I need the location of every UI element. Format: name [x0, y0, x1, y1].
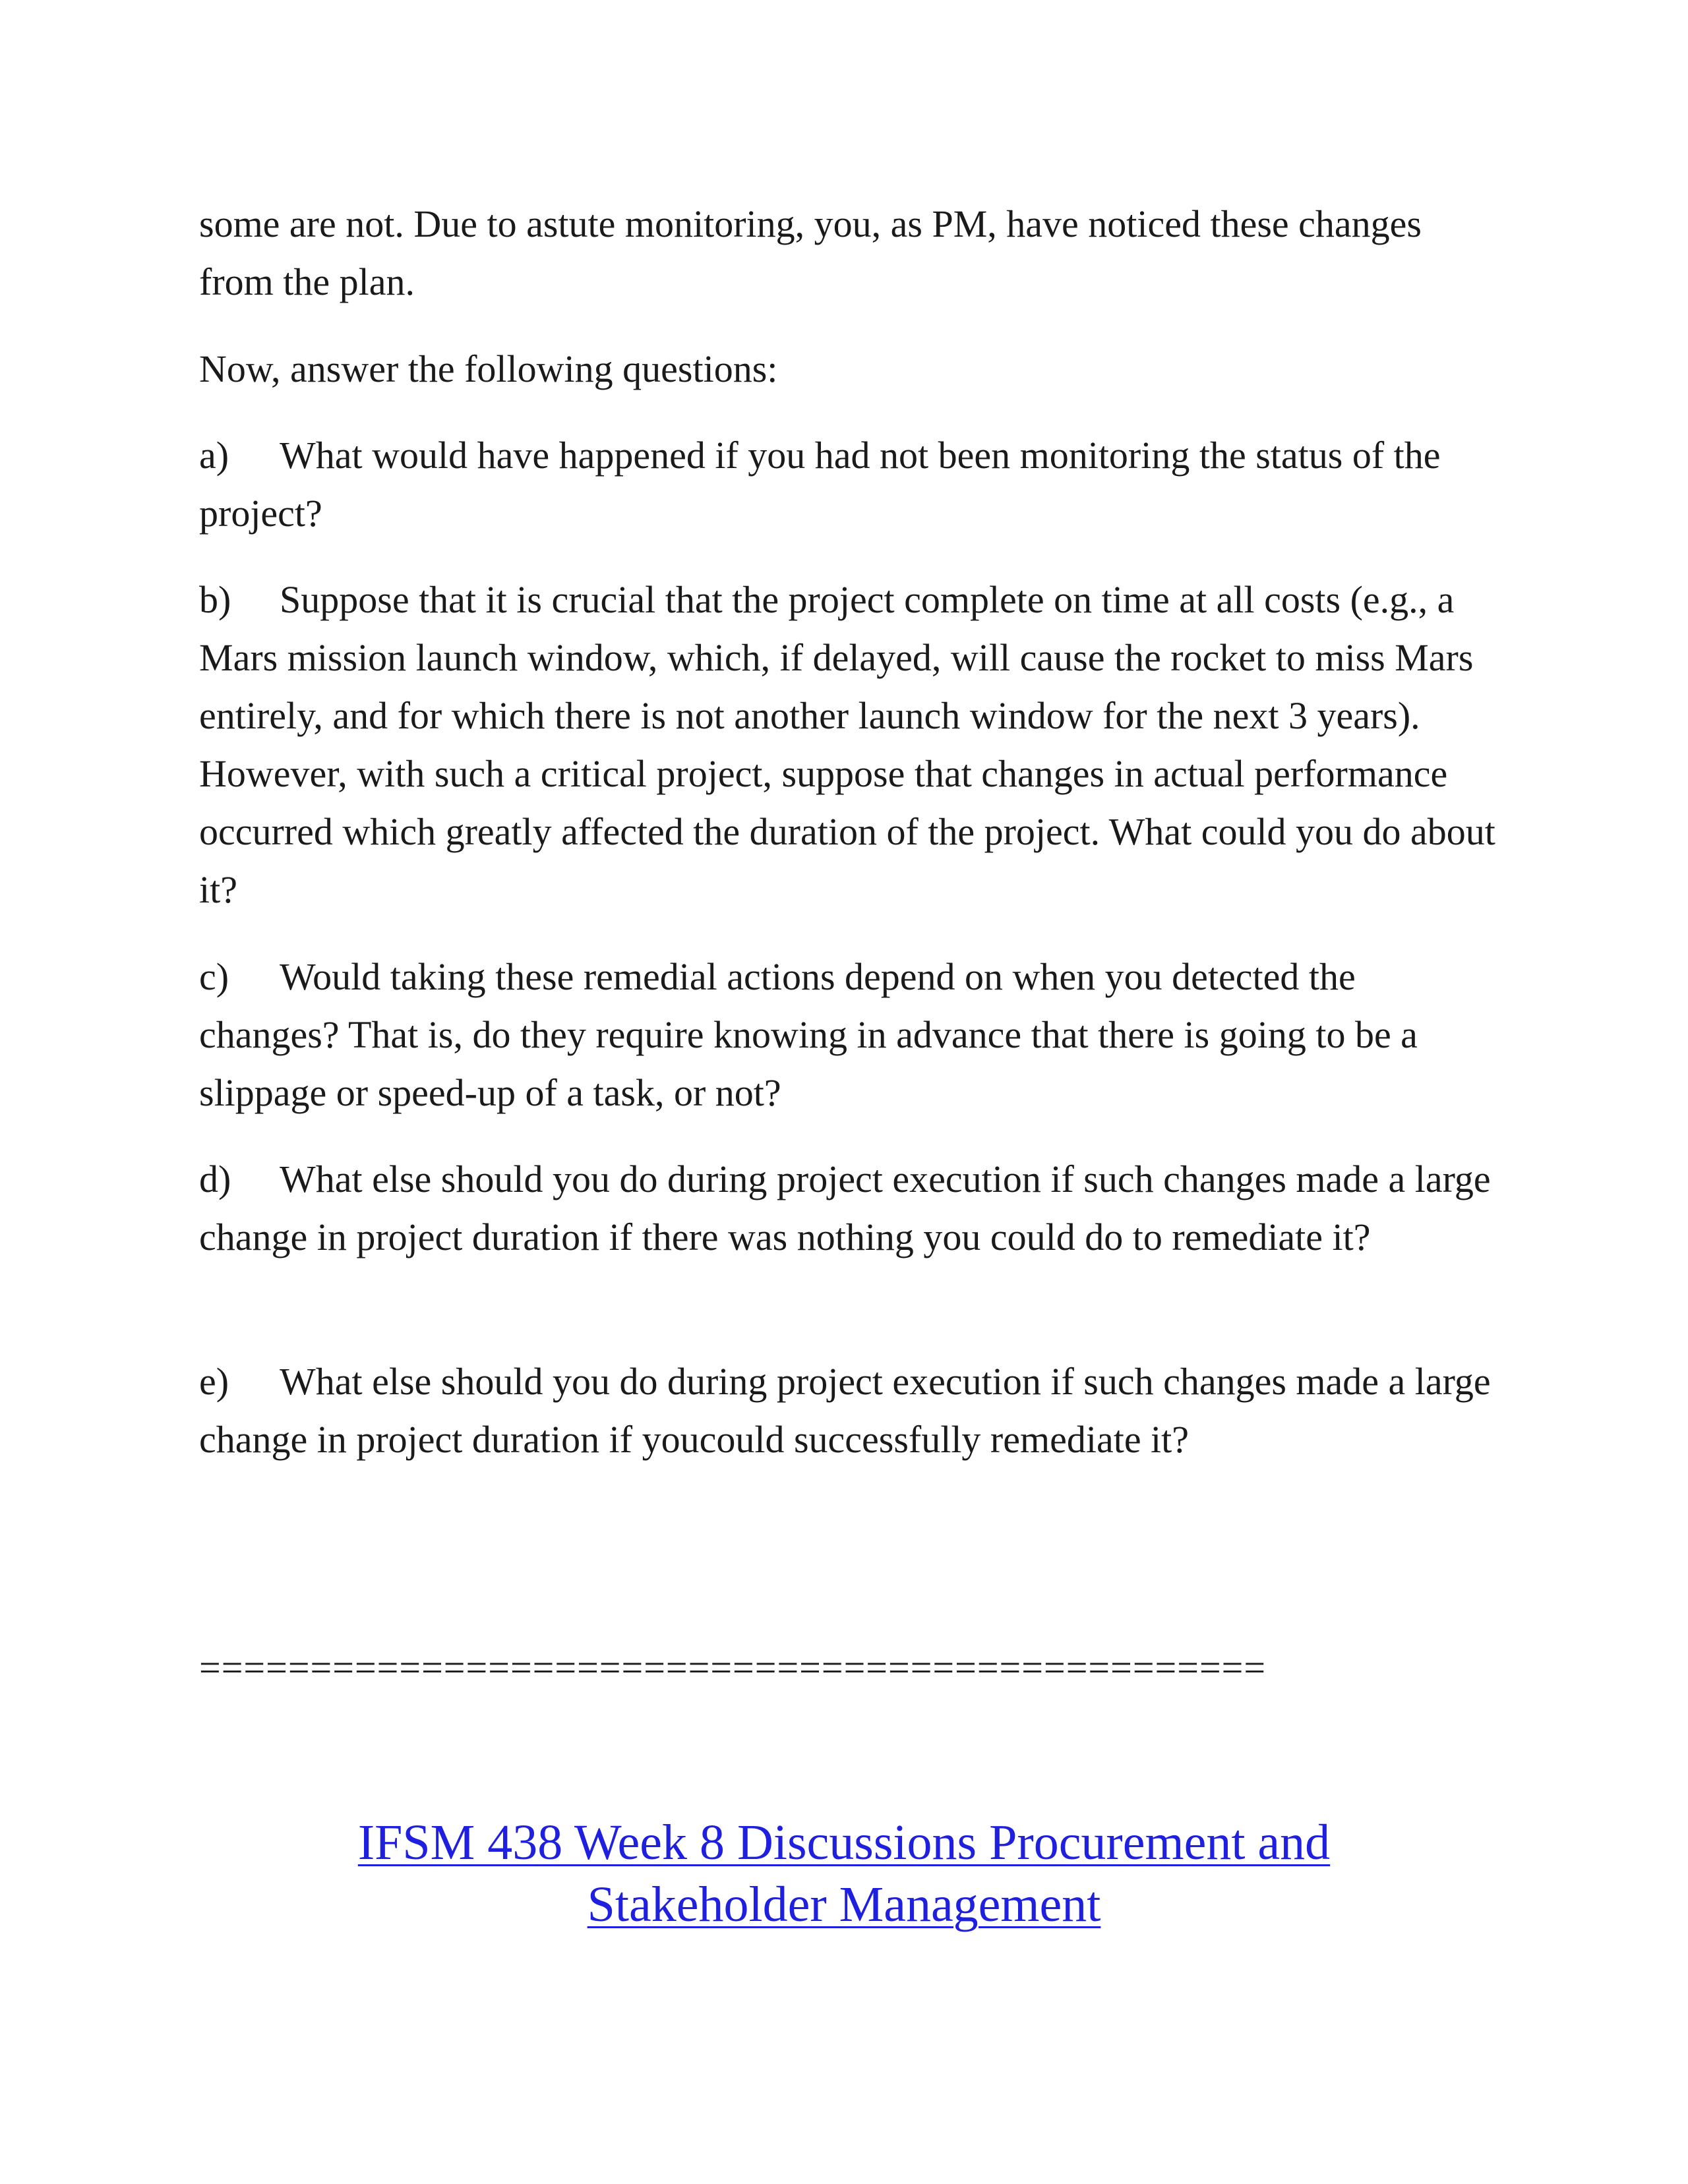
instructions-paragraph: Now, answer the following questions:	[199, 347, 778, 390]
question-text: What else should you do during project execution if such changes made a large change in project duration if youcould successfully remediate it?	[199, 1360, 1491, 1461]
question-d	[199, 1150, 1505, 1266]
question-label: b)	[199, 578, 231, 621]
question-label: e)	[199, 1360, 229, 1403]
question-text: Suppose that it is crucial that the project complete on time at all costs (e.g., a Mars mission launch window, which, if delayed, will cause the rocket to miss Mars entirely, and for which there is not another launch window for the next 3 years). However, with such a critical project, suppose that changes in actual performance occurred which greatly affected the duration of the project. What could you do about it?	[199, 578, 1495, 911]
next-document-link-block	[132, 1812, 1556, 1935]
question-e	[199, 1353, 1505, 1469]
next-document-link[interactable]	[132, 1812, 1556, 1935]
separator-line: ================================================	[199, 1646, 1267, 1689]
question-label: d)	[199, 1158, 231, 1200]
question-label: a)	[199, 434, 229, 477]
question-text: What else should you do during project execution if such changes made a large change in project duration if there was nothing you could do to remediate it?	[199, 1158, 1491, 1258]
question-text: What would have happened if you had not been monitoring the status of the project?	[199, 434, 1441, 535]
question-a	[199, 427, 1505, 543]
question-label: c)	[199, 955, 229, 998]
question-c	[199, 948, 1505, 1122]
link-line-1: IFSM 438 Week 8 Discussions Procurement and	[357, 1815, 1331, 1870]
link-line-2: Stakeholder Management	[587, 1877, 1101, 1932]
intro-paragraph: some are not. Due to astute monitoring, you, as PM, have noticed these changes from the plan.	[199, 202, 1422, 303]
question-b	[199, 571, 1505, 919]
question-text: Would taking these remedial actions depend on when you detected the changes? That is, do they require knowing in advance that there is going to be a slippage or speed-up of a task, or not?	[199, 955, 1418, 1114]
